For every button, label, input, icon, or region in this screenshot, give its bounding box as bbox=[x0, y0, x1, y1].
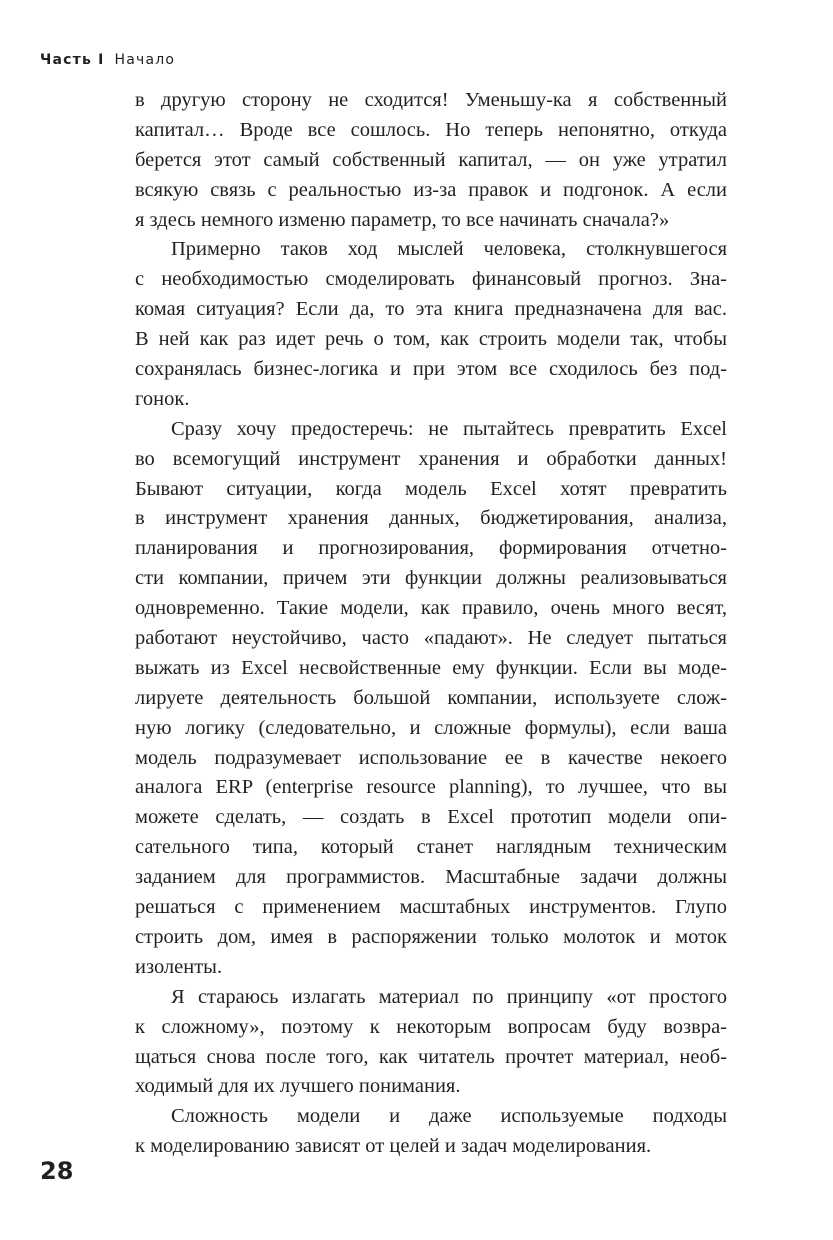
text-line: с необходимостью смоделировать финансовый прогноз. Зна- bbox=[135, 268, 727, 291]
text-line: сательного типа, который станет наглядным техническим bbox=[135, 836, 727, 859]
text-line: в другую сторону не сходится! Уменьшу-ка я собственный bbox=[135, 89, 727, 111]
text-line: ную логику (следовательно, и сложные формулы), если ваша bbox=[135, 716, 727, 739]
text-line: к сложному», поэтому к некоторым вопросам буду возвра- bbox=[135, 1015, 727, 1038]
text-line: Примерно таков ход мыслей человека, столкнувшегося bbox=[171, 238, 727, 261]
paragraph bbox=[135, 86, 727, 235]
text-line: сохранялась бизнес-логика и при этом все сходилось без под- bbox=[135, 358, 727, 381]
text-line: строить дом, имея в распоряжении только молоток и моток bbox=[135, 925, 727, 948]
paragraph bbox=[135, 415, 727, 983]
text-line: заданием для программистов. Масштабные задачи должны bbox=[135, 866, 727, 889]
text-line: выжать из Excel несвойственные ему функции. Если вы моде- bbox=[135, 656, 727, 679]
text-line: Сложность модели и даже используемые подходы bbox=[171, 1105, 727, 1128]
text-line: во всемогущий инструмент хранения и обработки данных! bbox=[135, 447, 727, 470]
text-line: одновременно. Такие модели, как правило, очень много весят, bbox=[135, 597, 727, 620]
text-line: я здесь немного изменю параметр, то все начинать сначала?» bbox=[135, 208, 670, 231]
text-line: щаться снова после того, как читатель прочтет материал, необ- bbox=[135, 1045, 727, 1068]
text-line: в инструмент хранения данных, бюджетирования, анализа, bbox=[135, 507, 727, 530]
text-line: планирования и прогнозирования, формирования отчетно- bbox=[135, 537, 727, 560]
text-line: всякую связь с реальностью из-за правок и подгонок. А если bbox=[135, 178, 727, 201]
text-line: Я стараюсь излагать материал по принципу «от простого bbox=[171, 985, 727, 1008]
running-head bbox=[40, 50, 175, 70]
text-line: можете сделать, — создать в Excel прототип модели опи- bbox=[135, 806, 727, 829]
text-line: Бывают ситуации, когда модель Excel хотят превратить bbox=[135, 477, 727, 500]
text-line: берется этот самый собственный капитал, — он уже утратил bbox=[135, 148, 727, 171]
text-line: решаться с применением масштабных инструментов. Глупо bbox=[135, 896, 727, 919]
text-line: работают неустойчиво, часто «падают». Не следует пытаться bbox=[135, 627, 727, 650]
text-line: аналога ERP (enterprise resource planning), то лучшее, что вы bbox=[135, 776, 727, 799]
running-head-section: Начало bbox=[114, 52, 176, 68]
text-line: изоленты. bbox=[135, 955, 223, 978]
text-line: лируете деятельность большой компании, используете слож- bbox=[135, 686, 727, 709]
text-line: Сразу хочу предостеречь: не пытайтесь превратить Excel bbox=[171, 417, 727, 440]
text-line: ходимый для их лучшего понимания. bbox=[135, 1075, 461, 1098]
text-line: комая ситуация? Если да, то эта книга предназначена для вас. bbox=[135, 298, 727, 321]
body-text bbox=[135, 86, 727, 1162]
text-line: капитал… Вроде все сошлось. Но теперь непонятно, откуда bbox=[135, 118, 727, 141]
text-line: модель подразумевает использование ее в качестве некоего bbox=[135, 746, 727, 769]
text-line: гонок. bbox=[135, 387, 190, 410]
text-line: к моделированию зависят от целей и задач моделирования. bbox=[135, 1135, 652, 1158]
paragraph bbox=[135, 235, 727, 414]
page-number: 28 bbox=[40, 1157, 74, 1185]
paragraph bbox=[135, 983, 727, 1103]
text-line: сти компании, причем эти функции должны реализовываться bbox=[135, 567, 727, 590]
running-head-part: Часть I bbox=[40, 52, 105, 68]
paragraph bbox=[135, 1102, 727, 1162]
text-line: В ней как раз идет речь о том, как строить модели так, чтобы bbox=[135, 328, 727, 351]
